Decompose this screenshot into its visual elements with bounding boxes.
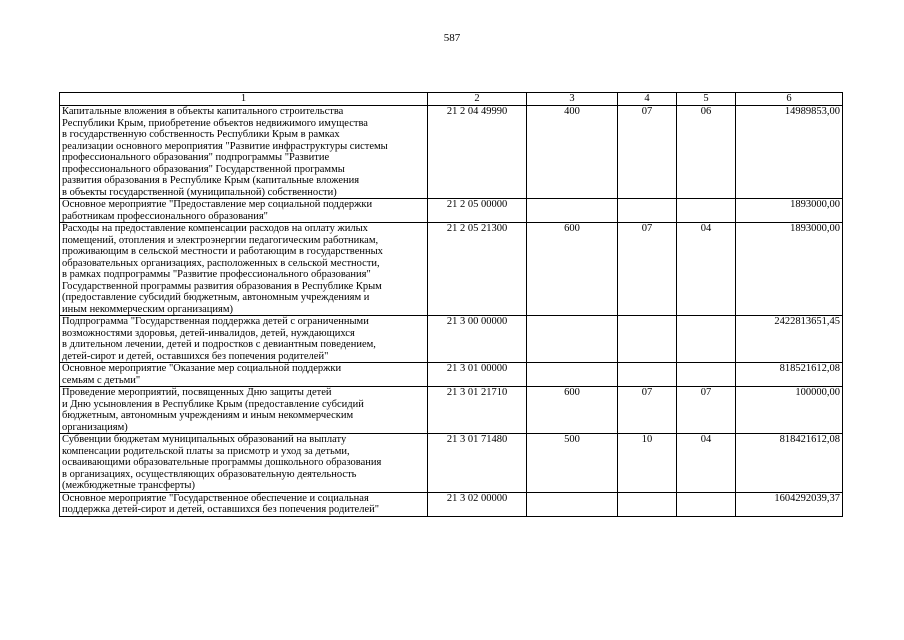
row-vr — [527, 316, 618, 363]
header-col-5: 5 — [677, 93, 736, 106]
header-col-2: 2 — [428, 93, 527, 106]
row-pr — [677, 363, 736, 387]
row-rz — [618, 363, 677, 387]
table-row — [60, 316, 843, 363]
row-vr — [527, 492, 618, 516]
row-vr — [527, 363, 618, 387]
row-sum: 14989853,00 — [736, 106, 843, 199]
row-sum: 1893000,00 — [736, 199, 843, 223]
row-code: 21 2 04 49990 — [428, 106, 527, 199]
row-code: 21 2 05 00000 — [428, 199, 527, 223]
table-row — [60, 363, 843, 387]
row-sum: 1604292039,37 — [736, 492, 843, 516]
row-pr — [677, 199, 736, 223]
row-sum: 818421612,08 — [736, 434, 843, 493]
row-pr — [677, 492, 736, 516]
table-row — [60, 223, 843, 316]
table-row — [60, 387, 843, 434]
row-name: Основное мероприятие "Государственное обеспечение и социальная поддержка детей-сирот и детей, оставшихся без попечения родителей" — [60, 492, 428, 516]
row-rz — [618, 492, 677, 516]
row-code: 21 2 05 21300 — [428, 223, 527, 316]
row-rz — [618, 316, 677, 363]
table-row — [60, 106, 843, 199]
row-code: 21 3 00 00000 — [428, 316, 527, 363]
row-rz: 07 — [618, 387, 677, 434]
header-row — [60, 93, 843, 106]
row-name: Расходы на предоставление компенсации расходов на оплату жилых помещений, отопления и электроэнергии педагогическим работникам, проживающим в сельской местности и работающим в государственных образовательных организациях, расположенных в сельской местности, в рамках подпрограммы "Развитие профессионального образования" Государственной программы развития образования в Республике Крым (предоставление субсидий бюджетным, автономным учреждениям и иным некоммерческим организациям) — [60, 223, 428, 316]
row-vr: 400 — [527, 106, 618, 199]
row-pr: 04 — [677, 223, 736, 316]
table-header — [60, 93, 843, 106]
row-rz: 10 — [618, 434, 677, 493]
row-sum: 2422813651,45 — [736, 316, 843, 363]
row-name: Основное мероприятие "Предоставление мер социальной поддержки работникам профессионального образования" — [60, 199, 428, 223]
row-sum: 818521612,08 — [736, 363, 843, 387]
header-col-6: 6 — [736, 93, 843, 106]
row-code: 21 3 02 00000 — [428, 492, 527, 516]
row-vr — [527, 199, 618, 223]
row-name: Подпрограмма "Государственная поддержка детей с ограниченными возможностями здоровья, детей-инвалидов, детей, нуждающихся в длительном лечении, детей и подростков с девиантным поведением, детей-сирот и детей, оставшихся без попечения родителей" — [60, 316, 428, 363]
row-name: Капитальные вложения в объекты капитального строительства Республики Крым, приобретение объектов недвижимого имущества в государственную собственность Республики Крым в рамках реализации основного мероприятия "Развитие инфраструктуры системы профессионального образования" подпрограммы "Развитие профессионального образования" Государственной программы развития образования в Республике Крым (капитальные вложения в объекты государственной (муниципальной) собственности) — [60, 106, 428, 199]
row-rz: 07 — [618, 223, 677, 316]
row-sum: 1893000,00 — [736, 223, 843, 316]
row-pr — [677, 316, 736, 363]
row-name: Субвенции бюджетам муниципальных образований на выплату компенсации родительской платы за присмотр и уход за детьми, осваивающими образовательные программы дошкольного образования в организациях, осуществляющих образовательную деятельность (межбюджетные трансферты) — [60, 434, 428, 493]
row-pr: 07 — [677, 387, 736, 434]
row-pr: 06 — [677, 106, 736, 199]
row-sum: 100000,00 — [736, 387, 843, 434]
row-code: 21 3 01 21710 — [428, 387, 527, 434]
table-body — [60, 106, 843, 517]
row-vr: 500 — [527, 434, 618, 493]
table-row — [60, 199, 843, 223]
row-pr: 04 — [677, 434, 736, 493]
row-vr: 600 — [527, 387, 618, 434]
budget-table — [59, 92, 843, 517]
page-number: 587 — [443, 32, 461, 44]
row-name: Проведение мероприятий, посвященных Дню защиты детей и Дню усыновления в Республике Крым (предоставление субсидий бюджетным, автономным учреждениям и иным некоммерческим организациям) — [60, 387, 428, 434]
row-rz — [618, 199, 677, 223]
header-col-1: 1 — [60, 93, 428, 106]
row-name: Основное мероприятие "Оказание мер социальной поддержки семьям с детьми" — [60, 363, 428, 387]
header-col-4: 4 — [618, 93, 677, 106]
row-rz: 07 — [618, 106, 677, 199]
table-row — [60, 492, 843, 516]
header-col-3: 3 — [527, 93, 618, 106]
row-vr: 600 — [527, 223, 618, 316]
row-code: 21 3 01 00000 — [428, 363, 527, 387]
row-code: 21 3 01 71480 — [428, 434, 527, 493]
table-row — [60, 434, 843, 493]
